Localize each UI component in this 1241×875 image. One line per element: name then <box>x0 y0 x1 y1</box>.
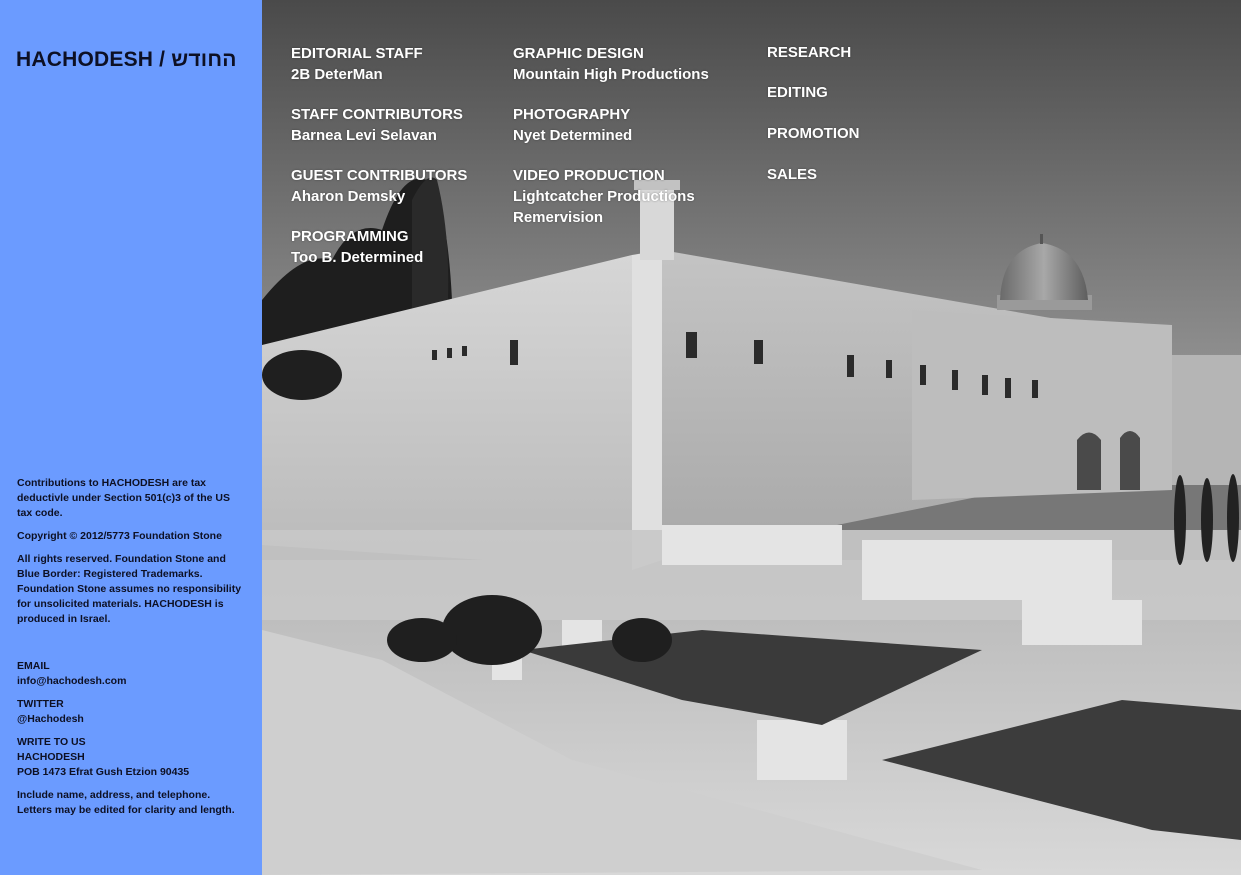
credit-role: VIDEO PRODUCTION <box>513 167 665 184</box>
credit-guest-contributors <box>291 165 467 207</box>
credit-name: Mountain High Productions <box>513 66 709 83</box>
credit-programming <box>291 226 423 268</box>
arch-1 <box>1077 433 1101 491</box>
sidebar <box>0 0 262 875</box>
contact-info <box>17 659 242 826</box>
credit-name: 2B DeterMan <box>291 66 383 83</box>
write-address: POB 1473 Efrat Gush Etzion 90435 <box>17 766 190 778</box>
credit-editing: EDITING <box>767 84 828 101</box>
credit-graphic-design <box>513 43 709 85</box>
write-name: HACHODESH <box>17 751 85 763</box>
dome-finial <box>1040 234 1043 244</box>
credit-staff-contributors <box>291 104 463 146</box>
email-link[interactable]: info@hachodesh.com <box>17 675 127 687</box>
credit-name: Lightcatcher Productions <box>513 188 695 205</box>
twitter-link[interactable]: @Hachodesh <box>17 713 84 725</box>
credit-name: Aharon Demsky <box>291 188 406 205</box>
credit-photography <box>513 104 632 146</box>
credit-promotion: PROMOTION <box>767 125 860 142</box>
credit-editorial-staff <box>291 43 423 85</box>
distant-buildings <box>1162 355 1241 485</box>
small-cypresses <box>1174 474 1239 565</box>
credit-name: Nyet Determined <box>513 127 633 144</box>
wall-corner <box>632 250 662 570</box>
copyright-notice: Copyright © 2012/5773 Foundation Stone <box>17 530 222 542</box>
letters-note: Include name, address, and telephone. Letters may be edited for clarity and length. <box>17 789 235 816</box>
credit-name: Too B. Determined <box>291 249 424 266</box>
credit-video-production <box>513 165 695 228</box>
email-label: EMAIL <box>17 660 50 672</box>
credit-role: PROGRAMMING <box>291 228 409 245</box>
write-block <box>17 735 242 780</box>
credit-role: GRAPHIC DESIGN <box>513 45 644 62</box>
credit-role: STAFF CONTRIBUTORS <box>291 106 463 123</box>
credit-name: Barnea Levi Selavan <box>291 127 437 144</box>
tax-notice: Contributions to HACHODESH are tax deductivle under Section 501(c)3 of the US tax code. <box>17 477 230 519</box>
credit-role: PHOTOGRAPHY <box>513 106 631 123</box>
credit-name: Remervision <box>513 209 604 226</box>
twitter-block <box>17 697 242 727</box>
credit-role: GUEST CONTRIBUTORS <box>291 167 468 184</box>
letters-note-block <box>17 788 242 818</box>
credit-sales: SALES <box>767 166 818 183</box>
credit-research: RESEARCH <box>767 44 852 61</box>
write-label: WRITE TO US <box>17 736 86 748</box>
brand-title: HACHODESH / החודש <box>16 48 237 71</box>
legal-notice <box>17 476 242 635</box>
credit-role: EDITORIAL STAFF <box>291 45 423 62</box>
twitter-label: TWITTER <box>17 698 64 710</box>
arch-2 <box>1120 431 1140 490</box>
rights-notice: All rights reserved. Foundation Stone and Blue Border: Registered Trademarks. Foundation Stone assumes no responsibility for unsolicited materials. HACHODESH is produced in Israel. <box>17 553 242 625</box>
email-block <box>17 659 242 689</box>
